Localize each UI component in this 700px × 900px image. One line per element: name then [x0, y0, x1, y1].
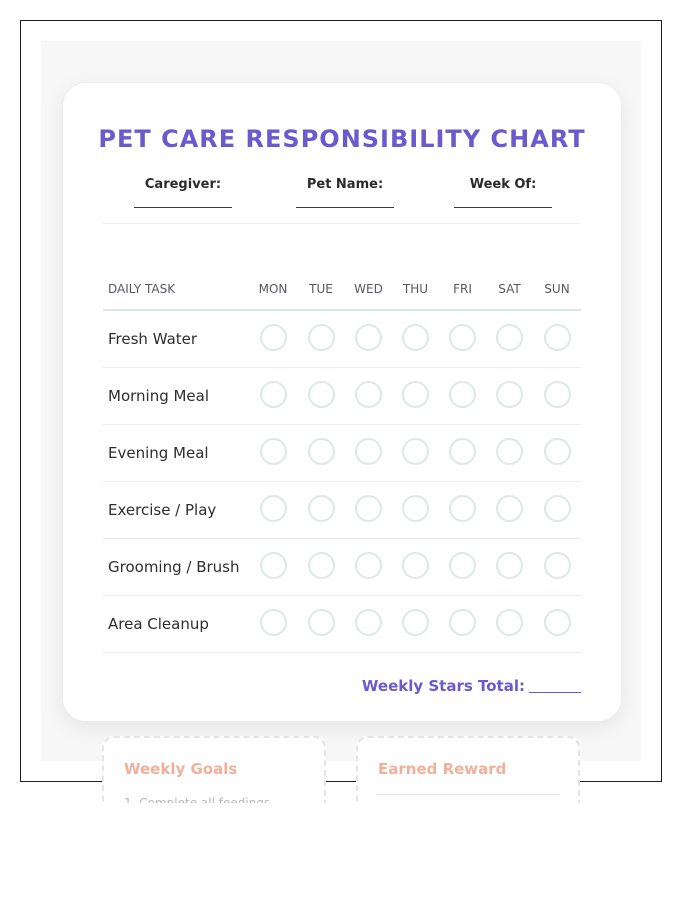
check-cell	[392, 368, 439, 425]
check-cell	[345, 596, 392, 653]
check-cell	[297, 539, 345, 596]
day-header-wed: WED	[345, 269, 392, 310]
check-circle-sat[interactable]	[496, 324, 523, 351]
check-circle-tue[interactable]	[308, 495, 335, 522]
earned-reward-title: Earned Reward	[378, 760, 507, 778]
check-cell	[392, 425, 439, 482]
task-label: Exercise / Play	[103, 482, 249, 539]
check-cell	[486, 368, 533, 425]
task-label: Area Cleanup	[103, 596, 249, 653]
check-cell	[392, 596, 439, 653]
check-circle-mon[interactable]	[260, 495, 287, 522]
weekly-stars-label: Weekly Stars Total:	[361, 677, 525, 695]
check-cell	[345, 310, 392, 368]
check-cell	[533, 596, 581, 653]
check-circle-wed[interactable]	[355, 495, 382, 522]
check-circle-sat[interactable]	[496, 552, 523, 579]
check-cell	[486, 425, 533, 482]
chart-card	[62, 82, 622, 722]
week-of-label: Week Of:	[469, 177, 537, 192]
task-label: Evening Meal	[103, 425, 249, 482]
check-cell	[392, 310, 439, 368]
check-cell	[392, 539, 439, 596]
check-circle-mon[interactable]	[260, 609, 287, 636]
weekly-stars-total	[362, 677, 581, 695]
check-circle-tue[interactable]	[308, 324, 335, 351]
check-circle-sun[interactable]	[544, 609, 571, 636]
check-cell	[439, 539, 486, 596]
check-cell	[486, 310, 533, 368]
check-cell	[297, 482, 345, 539]
check-circle-sun[interactable]	[544, 381, 571, 408]
task-row	[103, 368, 581, 425]
check-circle-mon[interactable]	[260, 381, 287, 408]
task-label: Fresh Water	[103, 310, 249, 368]
check-circle-thu[interactable]	[402, 495, 429, 522]
check-circle-sat[interactable]	[496, 438, 523, 465]
day-header-fri: FRI	[439, 269, 486, 310]
caregiver-label: Caregiver:	[144, 177, 222, 192]
check-circle-thu[interactable]	[402, 552, 429, 579]
check-circle-fri[interactable]	[449, 381, 476, 408]
check-cell	[533, 482, 581, 539]
check-circle-sun[interactable]	[544, 324, 571, 351]
check-circle-sun[interactable]	[544, 552, 571, 579]
day-header-sat: SAT	[486, 269, 533, 310]
check-circle-wed[interactable]	[355, 381, 382, 408]
day-header-mon: MON	[249, 269, 297, 310]
check-circle-tue[interactable]	[308, 609, 335, 636]
check-cell	[439, 368, 486, 425]
check-circle-fri[interactable]	[449, 495, 476, 522]
check-circle-tue[interactable]	[308, 438, 335, 465]
check-cell	[486, 539, 533, 596]
check-cell	[249, 310, 297, 368]
check-cell	[439, 596, 486, 653]
check-circle-mon[interactable]	[260, 324, 287, 351]
check-circle-wed[interactable]	[355, 324, 382, 351]
check-cell	[249, 425, 297, 482]
chart-title: PET CARE RESPONSIBILITY CHART	[98, 125, 586, 153]
check-circle-mon[interactable]	[260, 438, 287, 465]
day-header-tue: TUE	[297, 269, 345, 310]
weekly-goals-title: Weekly Goals	[124, 760, 238, 778]
check-circle-sun[interactable]	[544, 438, 571, 465]
check-circle-fri[interactable]	[449, 438, 476, 465]
check-circle-tue[interactable]	[308, 552, 335, 579]
check-cell	[345, 482, 392, 539]
check-circle-fri[interactable]	[449, 609, 476, 636]
pet-name-label: Pet Name:	[306, 177, 384, 192]
pet-name-field[interactable]	[295, 177, 395, 208]
check-circle-wed[interactable]	[355, 552, 382, 579]
check-circle-mon[interactable]	[260, 552, 287, 579]
grid-header-row	[103, 269, 581, 310]
check-circle-wed[interactable]	[355, 609, 382, 636]
check-cell	[345, 368, 392, 425]
check-circle-fri[interactable]	[449, 552, 476, 579]
check-circle-thu[interactable]	[402, 381, 429, 408]
day-header-thu: THU	[392, 269, 439, 310]
check-cell	[249, 539, 297, 596]
pet-name-blank-line[interactable]	[296, 207, 394, 208]
check-cell	[297, 310, 345, 368]
check-cell	[345, 425, 392, 482]
check-cell	[439, 310, 486, 368]
weekly-stars-blank-line[interactable]	[529, 691, 581, 693]
check-cell	[345, 539, 392, 596]
check-cell	[249, 482, 297, 539]
task-row	[103, 539, 581, 596]
check-circle-sat[interactable]	[496, 381, 523, 408]
task-label: Morning Meal	[103, 368, 249, 425]
check-cell	[297, 425, 345, 482]
check-cell	[486, 596, 533, 653]
grid-body	[103, 310, 581, 653]
check-cell	[439, 482, 486, 539]
day-header-sun: SUN	[533, 269, 581, 310]
check-circle-thu[interactable]	[402, 609, 429, 636]
check-cell	[533, 539, 581, 596]
week-of-blank-line[interactable]	[454, 207, 552, 208]
earned-reward-blank-line[interactable]	[376, 794, 560, 795]
bottom-whitespace	[0, 803, 700, 900]
task-row	[103, 596, 581, 653]
check-circle-thu[interactable]	[402, 324, 429, 351]
check-cell	[392, 482, 439, 539]
caregiver-blank-line[interactable]	[134, 207, 232, 208]
check-circle-tue[interactable]	[308, 381, 335, 408]
task-row	[103, 482, 581, 539]
check-cell	[533, 310, 581, 368]
check-circle-sat[interactable]	[496, 495, 523, 522]
check-cell	[533, 425, 581, 482]
check-circle-thu[interactable]	[402, 438, 429, 465]
check-circle-wed[interactable]	[355, 438, 382, 465]
check-cell	[486, 482, 533, 539]
task-row	[103, 310, 581, 368]
check-cell	[533, 368, 581, 425]
check-cell	[439, 425, 486, 482]
task-grid	[103, 269, 581, 653]
check-cell	[297, 368, 345, 425]
check-circle-sat[interactable]	[496, 609, 523, 636]
check-circle-sun[interactable]	[544, 495, 571, 522]
check-cell	[297, 596, 345, 653]
task-row	[103, 425, 581, 482]
week-of-field[interactable]	[453, 177, 553, 208]
task-column-header: DAILY TASK	[103, 269, 249, 310]
task-label: Grooming / Brush	[103, 539, 249, 596]
check-cell	[249, 368, 297, 425]
check-cell	[249, 596, 297, 653]
check-circle-fri[interactable]	[449, 324, 476, 351]
caregiver-field[interactable]	[133, 177, 233, 208]
header-divider	[103, 223, 581, 224]
